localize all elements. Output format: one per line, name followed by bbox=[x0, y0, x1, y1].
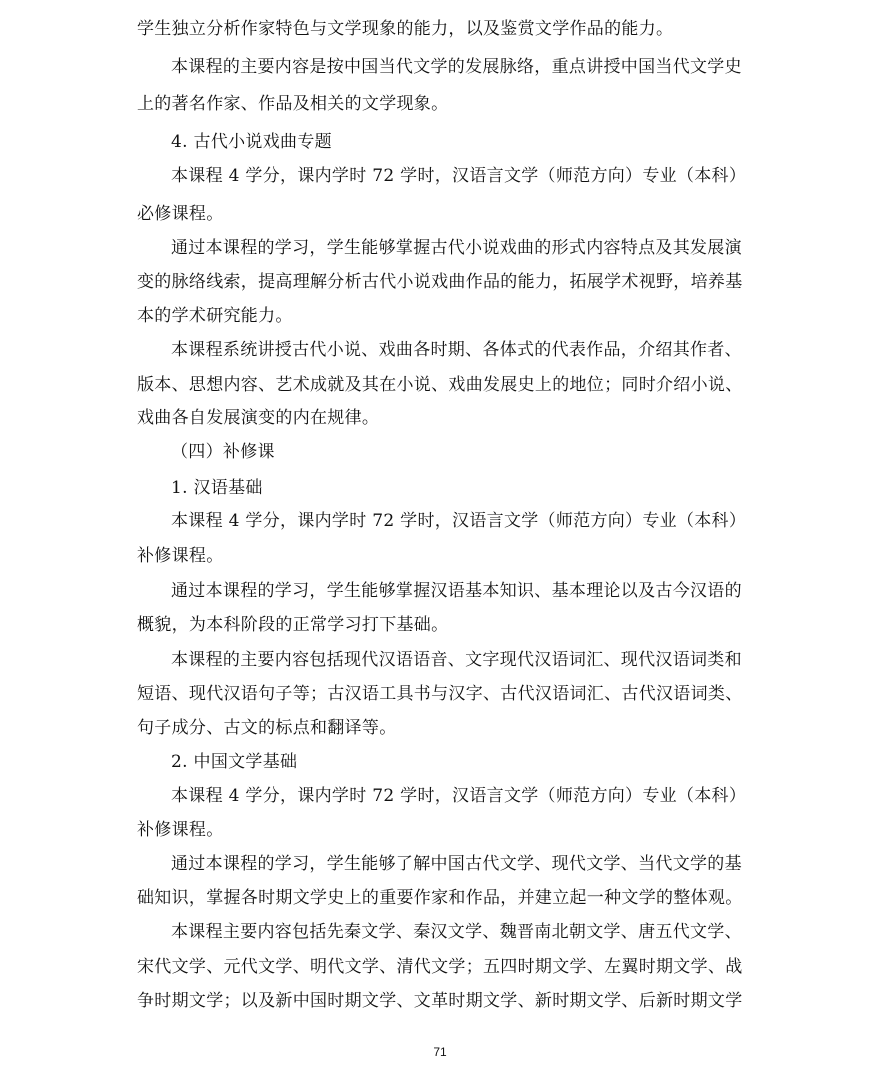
text-line: 本课程 4 学分，课内学时 72 学时，汉语言文学（师范方向）专业（本科） bbox=[171, 166, 747, 186]
text-line: 上的著名作家、作品及相关的文学现象。 bbox=[137, 94, 449, 114]
section-heading: （四）补修课 bbox=[171, 442, 275, 462]
text-line: 本课程的主要内容是按中国当代文学的发展脉络，重点讲授中国当代文学史 bbox=[171, 57, 742, 77]
text-line: 争时期文学；以及新中国时期文学、文革时期文学、新时期文学、后新时期文学 bbox=[137, 991, 743, 1011]
text-line: 本的学术研究能力。 bbox=[137, 306, 293, 326]
text-line: 变的脉络线索，提高理解分析古代小说戏曲作品的能力，拓展学术视野，培养基 bbox=[137, 272, 743, 292]
text-line: 宋代文学、元代文学、明代文学、清代文学；五四时期文学、左翼时期文学、战 bbox=[137, 957, 743, 977]
text-line: 通过本课程的学习，学生能够掌握古代小说戏曲的形式内容特点及其发展演 bbox=[171, 238, 742, 258]
section-heading: 4. 古代小说戏曲专题 bbox=[171, 132, 332, 152]
text-line: 戏曲各自发展演变的内在规律。 bbox=[137, 408, 380, 428]
text-line: 本课程主要内容包括先秦文学、秦汉文学、魏晋南北朝文学、唐五代文学、 bbox=[171, 922, 742, 942]
page-number: 71 bbox=[433, 1045, 447, 1059]
text-line: 学生独立分析作家特色与文学现象的能力，以及鉴赏文学作品的能力。 bbox=[137, 19, 674, 39]
text-line: 补修课程。 bbox=[137, 820, 224, 840]
text-line: 短语、现代汉语句子等；古汉语工具书与汉字、古代汉语词汇、古代汉语词类、 bbox=[137, 684, 743, 704]
section-heading: 2. 中国文学基础 bbox=[171, 752, 298, 772]
text-line: 通过本课程的学习，学生能够了解中国古代文学、现代文学、当代文学的基 bbox=[171, 854, 742, 874]
text-line: 句子成分、古文的标点和翻译等。 bbox=[137, 718, 397, 738]
text-line: 补修课程。 bbox=[137, 546, 224, 566]
text-line: 本课程的主要内容包括现代汉语语音、文字现代汉语词汇、现代汉语词类和 bbox=[171, 650, 742, 670]
text-line: 通过本课程的学习，学生能够掌握汉语基本知识、基本理论以及古今汉语的 bbox=[171, 581, 742, 601]
section-heading: 1. 汉语基础 bbox=[171, 478, 263, 498]
text-line: 版本、思想内容、艺术成就及其在小说、戏曲发展史上的地位；同时介绍小说、 bbox=[137, 375, 743, 395]
text-line: 本课程 4 学分，课内学时 72 学时，汉语言文学（师范方向）专业（本科） bbox=[171, 511, 747, 531]
text-line: 础知识，掌握各时期文学史上的重要作家和作品，并建立起一种文学的整体观。 bbox=[137, 888, 743, 908]
text-line: 必修课程。 bbox=[137, 204, 224, 224]
text-line: 概貌，为本科阶段的正常学习打下基础。 bbox=[137, 615, 449, 635]
text-line: 本课程系统讲授古代小说、戏曲各时期、各体式的代表作品，介绍其作者、 bbox=[171, 340, 742, 360]
text-line: 本课程 4 学分，课内学时 72 学时，汉语言文学（师范方向）专业（本科） bbox=[171, 786, 747, 806]
